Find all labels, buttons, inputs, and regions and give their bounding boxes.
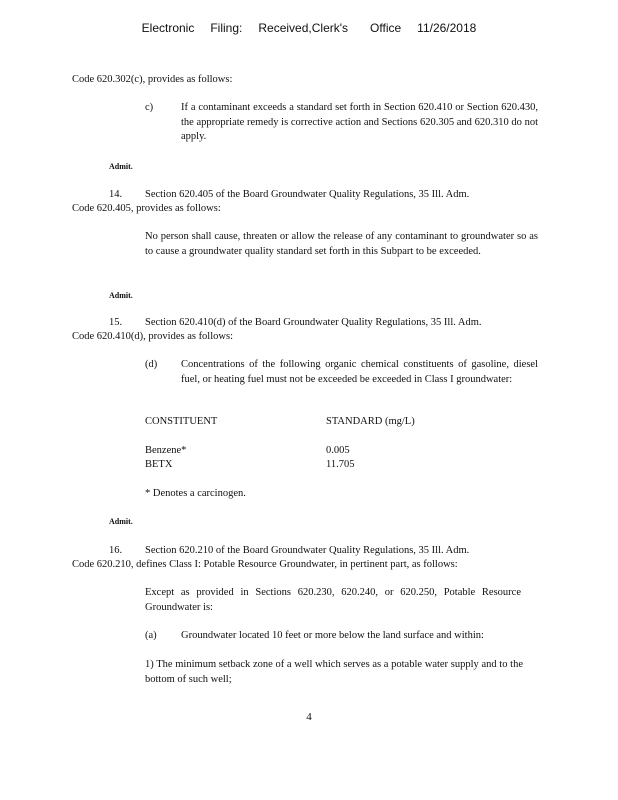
para16-number: 16.: [109, 545, 123, 556]
filing-header: [0, 21, 618, 35]
header-date: 11/26/2018: [417, 21, 477, 35]
intro-line: Code 620.302(c), provides as follows:: [72, 74, 233, 85]
para15-line1: Section 620.410(d) of the Board Groundwater Quality Regulations, 35 Ill. Adm.: [145, 317, 482, 328]
header-electronic: Electronic: [141, 21, 195, 35]
header-filing: Filing:: [210, 21, 243, 35]
para14-number: 14.: [109, 189, 123, 200]
table-row-constituent: Benzene*: [145, 445, 187, 456]
table-row-standard: 11.705: [326, 459, 355, 470]
para14-line2: Code 620.405, provides as follows:: [72, 203, 221, 214]
table-row-standard: 0.005: [326, 445, 350, 456]
para14-quote: No person shall cause, threaten or allow the release of any contaminant to groundwater so as to cause a groundwater quality standard set forth in this Subpart to be exceeded.: [145, 231, 538, 257]
para16-line2: Code 620.210, defines Class I: Potable Resource Groundwater, in pertinent part, as follows:: [72, 559, 458, 570]
admit-label-2: Admit.: [109, 291, 133, 300]
para16-line1: Section 620.210 of the Board Groundwater Quality Regulations, 35 Ill. Adm.: [145, 545, 470, 556]
carcinogen-footnote: * Denotes a carcinogen.: [145, 488, 246, 499]
para15-quote-marker: (d): [145, 359, 158, 370]
quote-c-text: If a contaminant exceeds a standard set forth in Section 620.410 or Section 620.430, the appropriate remedy is corrective action and Sections 620.305 and 620.310 do not apply.: [181, 102, 538, 142]
para16-item-a: Groundwater located 10 feet or more below the land surface and within:: [181, 630, 484, 641]
quote-c-marker: c): [145, 102, 154, 113]
para15-number: 15.: [109, 317, 123, 328]
para16-item-1: 1) The minimum setback zone of a well which serves as a potable water supply and to the bottom of such well;: [145, 659, 523, 685]
table-row-constituent: BETX: [145, 459, 173, 470]
header-clerks: Clerk's: [311, 21, 349, 35]
header-received: Received,: [258, 21, 312, 35]
header-office: Office: [370, 21, 402, 35]
page-number: 4: [306, 711, 312, 723]
table-col2-header: STANDARD (mg/L): [326, 416, 415, 427]
para15-line2: Code 620.410(d), provides as follows:: [72, 331, 233, 342]
para16-quote: Except as provided in Sections 620.230, 620.240, or 620.250, Potable Resource Groundwater is:: [145, 587, 521, 613]
para15-quote: Concentrations of the following organic chemical constituents of gasoline, diesel fuel, or heating fuel must not be exceeded be exceeded in Class I groundwater:: [181, 359, 538, 385]
table-col1-header: CONSTITUENT: [145, 416, 218, 427]
admit-label-3: Admit.: [109, 517, 133, 526]
para14-line1: Section 620.405 of the Board Groundwater Quality Regulations, 35 Ill. Adm.: [145, 189, 470, 200]
admit-label-1: Admit.: [109, 162, 133, 171]
para16-item-a-marker: (a): [145, 630, 157, 641]
